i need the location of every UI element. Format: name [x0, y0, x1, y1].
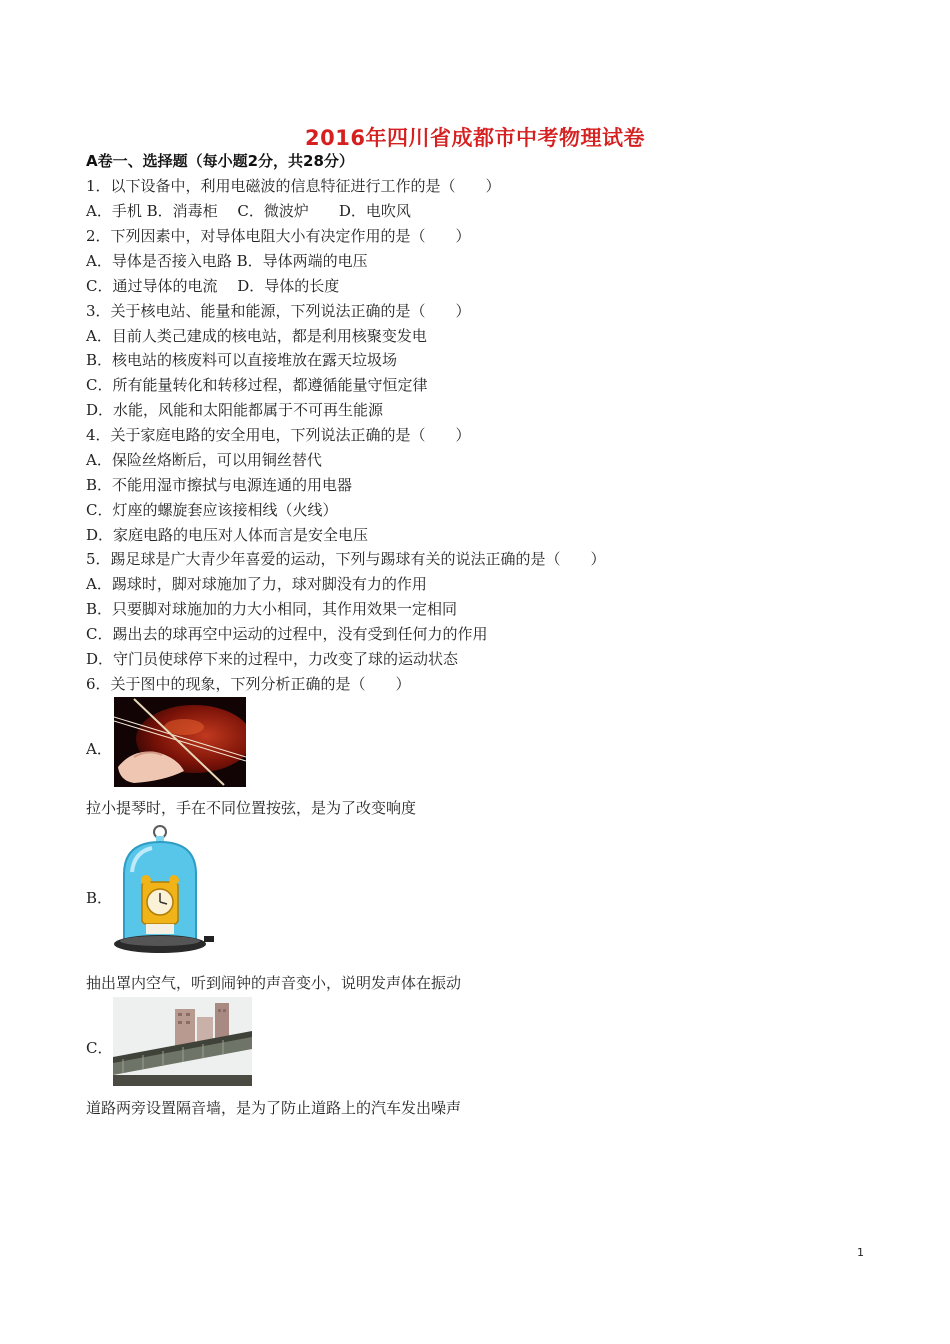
question-line: 4．关于家庭电路的安全用电，下列说法正确的是（ ） [86, 426, 471, 444]
option-b-text: 抽出罩内空气，听到闹钟的声音变小，说明发声体在振动 [86, 974, 462, 992]
noise-barrier-photo [113, 997, 252, 1086]
question-line: B．只要脚对球施加的力大小相同，其作用效果一定相同 [86, 600, 458, 618]
question-line: C．通过导体的电流 D．导体的长度 [86, 277, 340, 295]
question-line: 5．踢足球是广大青少年喜爱的运动，下列与踢球有关的说法正确的是（ ） [86, 550, 606, 568]
question-line: A．目前人类己建成的核电站，都是利用核聚变发电 [86, 327, 427, 345]
question-line: B．核电站的核废料可以直接堆放在露天垃圾场 [86, 351, 398, 369]
question-line: 6．关于图中的现象，下列分析正确的是（ ） [86, 675, 411, 693]
option-b-label: B． [86, 889, 113, 907]
option-a-text: 拉小提琴时，手在不同位置按弦，是为了改变响度 [86, 799, 417, 817]
question-line: A．手机 B．消毒柜 C．微波炉 D．电吹风 [86, 202, 411, 220]
question-line: 3．关于核电站、能量和能源，下列说法正确的是（ ） [86, 302, 471, 320]
question-line: A．导体是否接入电路 B．导体两端的电压 [86, 252, 368, 270]
question-line: C．所有能量转化和转移过程，都遵循能量守恒定律 [86, 376, 428, 394]
bell-jar-clock-photo [112, 822, 218, 960]
question-line: 2．下列因素中，对导体电阻大小有决定作用的是（ ） [86, 227, 471, 245]
option-c-label: C． [86, 1039, 113, 1057]
question-line: D．水能，风能和太阳能都属于不可再生能源 [86, 401, 384, 419]
option-a-label: A． [86, 740, 112, 758]
question-line: A．保险丝烙断后，可以用铜丝替代 [86, 451, 322, 469]
section-heading: A卷一、选择题（每小题2分，共28分） [86, 152, 354, 170]
question-line: D．守门员使球停下来的过程中，力改变了球的运动状态 [86, 650, 459, 668]
question-line: C．踢出去的球再空中运动的过程中，没有受到任何力的作用 [86, 625, 488, 643]
question-line: C．灯座的螺旋套应该接相线（火线） [86, 501, 338, 519]
question-line: D．家庭电路的电压对人体而言是安全电压 [86, 526, 369, 544]
page-title: 2016年四川省成都市中考物理试卷 [305, 126, 645, 150]
question-line: 1．以下设备中，利用电磁波的信息特征进行工作的是（ ） [86, 177, 501, 195]
page-number: 1 [857, 1246, 864, 1259]
question-line: B．不能用湿市擦拭与电源连通的用电器 [86, 476, 353, 494]
question-line: A．踢球时，脚对球施加了力，球对脚没有力的作用 [86, 575, 427, 593]
violin-photo [114, 697, 246, 787]
option-c-text: 道路两旁设置隔音墙，是为了防止道路上的汽车发出噪声 [86, 1099, 462, 1117]
